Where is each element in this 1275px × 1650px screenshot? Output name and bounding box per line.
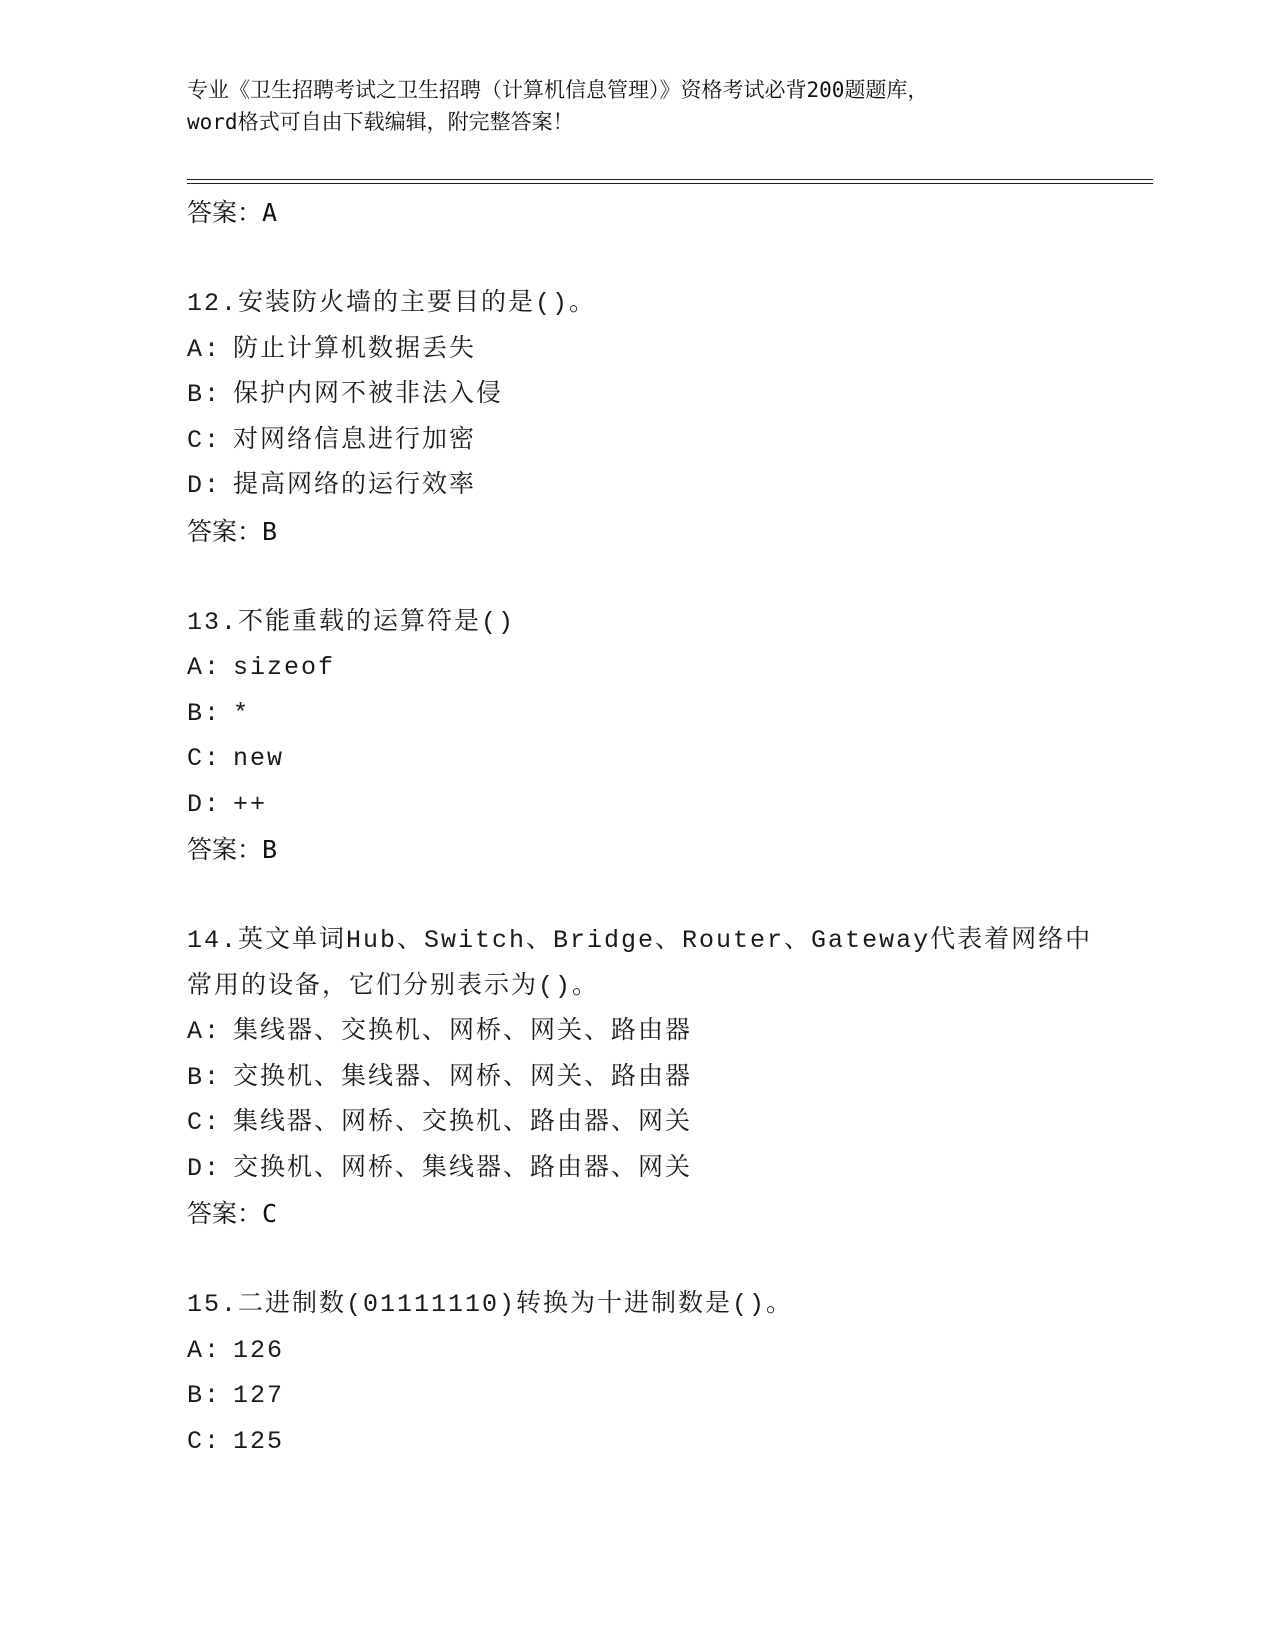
option-text: * (233, 698, 251, 728)
option-text: 126 (233, 1335, 285, 1365)
option-text: 对网络信息进行加密 (233, 425, 477, 455)
option-a (187, 1009, 1147, 1055)
option-label: D: (187, 1153, 222, 1183)
option-b (187, 691, 1147, 737)
option-text: sizeof (233, 653, 336, 682)
question-block (187, 918, 1147, 1237)
option-label: B: (187, 698, 222, 728)
option-c (187, 736, 1147, 782)
question-stem: 15.二进制数(01111110)转换为十进制数是()。 (187, 1290, 794, 1319)
option-b (187, 372, 1147, 418)
option-c (187, 418, 1147, 464)
question-stem-continued: 常用的设备，它们分别表示为()。 (187, 971, 600, 1001)
option-b (187, 1055, 1147, 1101)
header-line-2: word格式可自由下载编辑，附完整答案！ (187, 110, 574, 134)
option-label: D: (187, 789, 222, 819)
option-text: 125 (233, 1426, 285, 1456)
header-divider-top (187, 179, 1153, 180)
option-text: 集线器、网桥、交换机、路由器、网关 (233, 1108, 693, 1137)
option-b (187, 1373, 1147, 1419)
option-label: B: (187, 380, 222, 409)
answer-line: 答案：B (187, 835, 278, 864)
option-label: C: (187, 1426, 222, 1456)
option-label: B: (187, 1062, 222, 1092)
option-c (187, 1419, 1147, 1465)
option-d (187, 463, 1147, 509)
question-list (187, 190, 1147, 1464)
option-label: A: (187, 334, 222, 364)
question-block (187, 600, 1147, 874)
question-stem: 14.英文单词Hub、Switch、Bridge、Router、Gateway代表着网络中 (187, 926, 1093, 955)
option-d (187, 1146, 1147, 1192)
option-d (187, 782, 1147, 828)
option-text: 127 (233, 1381, 285, 1410)
option-label: B: (187, 1381, 222, 1410)
option-text: ++ (233, 789, 268, 819)
option-text: 保护内网不被非法入侵 (233, 380, 504, 409)
question-stem: 13.不能重载的运算符是() (187, 607, 516, 637)
option-text: new (233, 744, 285, 773)
answer-line: 答案：A (187, 198, 278, 227)
option-a (187, 1328, 1147, 1374)
answer-line: 答案：C (187, 1199, 278, 1228)
option-label: A: (187, 1017, 222, 1046)
option-label: C: (187, 1108, 222, 1137)
option-label: C: (187, 425, 222, 455)
header-line-1: 专业《卫生招聘考试之卫生招聘（计算机信息管理）》资格考试必背200题题库， (187, 78, 929, 102)
option-text: 防止计算机数据丢失 (233, 334, 477, 364)
option-text: 提高网络的运行效率 (233, 471, 477, 500)
option-label: A: (187, 1335, 222, 1365)
option-a (187, 327, 1147, 373)
question-block (187, 1282, 1147, 1464)
answer-line: 答案：B (187, 516, 278, 546)
option-label: C: (187, 744, 222, 773)
option-text: 交换机、集线器、网桥、网关、路由器 (233, 1062, 693, 1092)
question-block (187, 281, 1147, 555)
option-text: 集线器、交换机、网桥、网关、路由器 (233, 1017, 693, 1046)
question-stem: 12.安装防火墙的主要目的是()。 (187, 289, 597, 318)
option-text: 交换机、网桥、集线器、路由器、网关 (233, 1153, 693, 1183)
option-label: A: (187, 653, 222, 682)
document-header (187, 74, 1087, 138)
option-label: D: (187, 471, 222, 500)
header-divider-bottom (187, 183, 1153, 184)
option-a (187, 645, 1147, 691)
option-c (187, 1100, 1147, 1146)
